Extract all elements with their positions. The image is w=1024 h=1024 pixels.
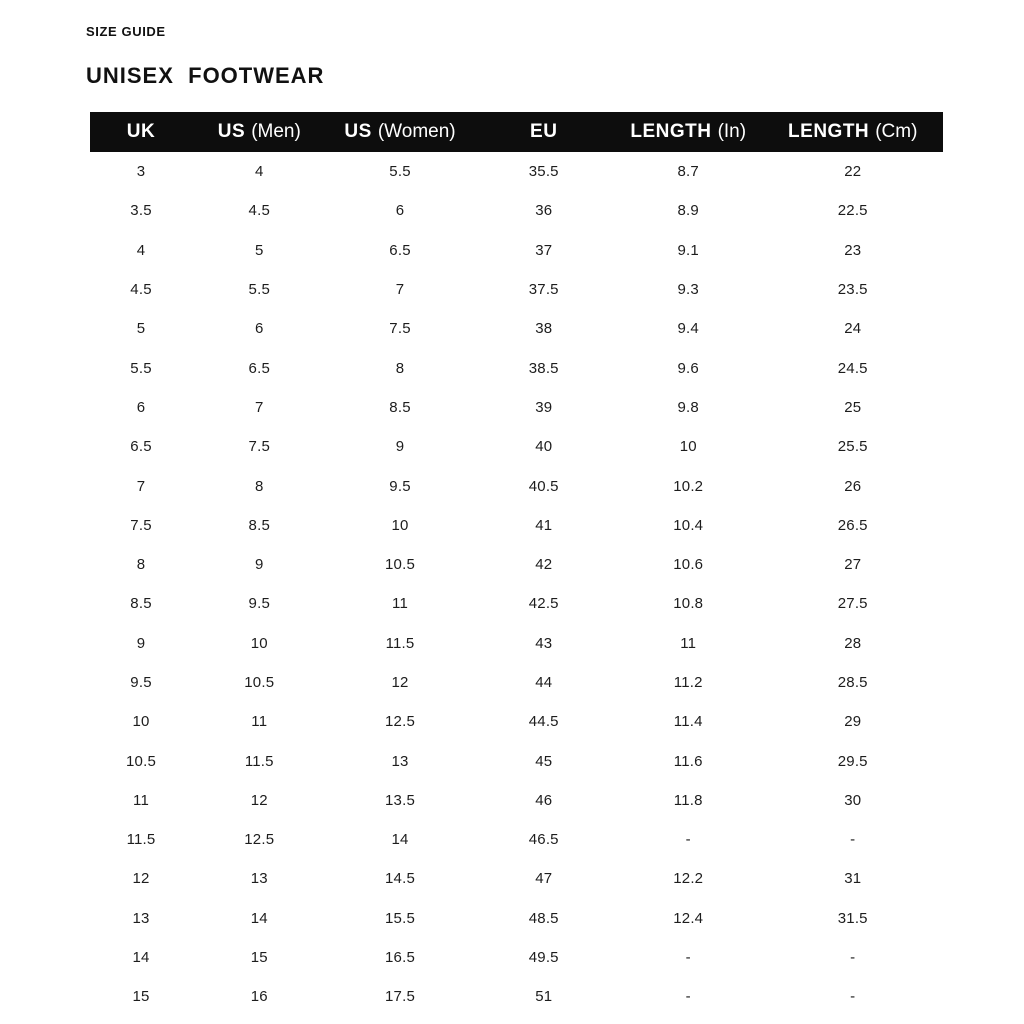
table-cell: 43 — [535, 634, 553, 652]
table-cell: 29 — [844, 713, 862, 731]
table-cell: 9.4 — [677, 320, 699, 338]
table-cell: 48.5 — [528, 909, 559, 927]
table-cell: 31.5 — [837, 909, 868, 927]
table-cell: 12.5 — [385, 713, 416, 731]
table-cell: 9.5 — [248, 595, 270, 613]
table-cell: 11.5 — [385, 634, 415, 652]
table-cell: 22 — [844, 163, 862, 181]
table-row — [90, 506, 943, 545]
table-row — [90, 781, 943, 820]
table-row — [90, 859, 943, 898]
table-cell: 9 — [136, 634, 146, 652]
table-cell: 13 — [250, 870, 268, 888]
table-row — [90, 702, 943, 741]
table-cell: 5.5 — [130, 359, 152, 377]
table-cell: 3.5 — [130, 202, 152, 220]
table-cell: 16.5 — [385, 949, 416, 967]
table-cell: 9.1 — [677, 241, 699, 259]
table-cell: 9.3 — [677, 281, 699, 299]
table-cell: 42 — [535, 556, 553, 574]
table-cell: 6 — [395, 202, 405, 220]
table-cell: 11.8 — [673, 791, 703, 809]
table-cell: 25 — [844, 398, 862, 416]
table-cell: 7 — [136, 477, 146, 495]
size-guide-label: SIZE GUIDE — [86, 24, 166, 39]
table-cell: 10.8 — [673, 595, 704, 613]
table-cell: 27.5 — [837, 595, 868, 613]
table-cell: 11.2 — [673, 674, 703, 691]
table-cell: 40.5 — [528, 477, 559, 495]
table-cell: 5 — [136, 320, 146, 338]
table-cell: 15.5 — [385, 909, 416, 927]
table-cell: 12 — [391, 674, 409, 691]
table-cell: 45 — [535, 752, 553, 770]
table-cell: 10 — [250, 634, 268, 652]
table-cell: 49.5 — [528, 949, 559, 967]
table-cell: 47 — [535, 870, 553, 888]
table-cell: 8.5 — [130, 595, 152, 613]
table-cell: 4.5 — [248, 202, 270, 220]
table-cell: - — [850, 988, 856, 1006]
table-cell: 10 — [132, 713, 150, 731]
table-cell: 11.4 — [673, 713, 703, 731]
table-cell: 29.5 — [837, 752, 868, 770]
table-row — [90, 270, 943, 309]
table-cell: 3 — [136, 163, 146, 181]
column-header-unit: (Women) — [377, 121, 456, 142]
size-table — [90, 112, 943, 1017]
column-header-unit: (Cm) — [875, 121, 918, 142]
table-cell: 40 — [535, 438, 553, 456]
table-cell: - — [850, 831, 856, 849]
table-cell: 6 — [255, 320, 264, 338]
table-cell: 38 — [535, 320, 553, 338]
table-cell: 7 — [255, 398, 264, 416]
table-cell: 10.2 — [673, 477, 704, 495]
table-cell: 7.5 — [389, 320, 411, 338]
table-cell: 51 — [535, 988, 553, 1006]
table-cell: 5 — [255, 241, 264, 259]
column-header-length-in — [614, 112, 763, 152]
table-row — [90, 231, 943, 270]
table-cell: 9.8 — [677, 398, 699, 416]
table-cell: 11 — [133, 791, 149, 809]
table-cell: 14 — [250, 909, 268, 927]
table-cell: 4.5 — [130, 281, 152, 299]
table-cell: 26.5 — [837, 516, 868, 534]
column-header-label: LENGTH — [630, 121, 712, 142]
table-cell: 12.4 — [673, 909, 704, 927]
table-cell: 41 — [535, 516, 553, 534]
table-cell: 11.5 — [126, 831, 156, 849]
table-cell: 4 — [255, 163, 264, 181]
table-cell: 11 — [392, 595, 408, 613]
table-cell: 8 — [255, 477, 264, 495]
table-cell: 4 — [136, 241, 146, 259]
column-header-label: EU — [530, 121, 558, 142]
table-row — [90, 388, 943, 427]
table-cell: 7.5 — [248, 438, 270, 456]
table-cell: 44 — [535, 674, 553, 691]
table-cell: 14 — [391, 831, 409, 849]
table-cell: 12 — [132, 870, 150, 888]
table-cell: 6.5 — [389, 241, 411, 259]
table-cell: 28.5 — [837, 674, 868, 691]
table-cell: - — [685, 831, 691, 849]
table-cell: 24.5 — [837, 359, 868, 377]
table-cell: 9.6 — [677, 359, 699, 377]
table-row — [90, 466, 943, 505]
table-cell: 42.5 — [528, 595, 559, 613]
table-cell: 9 — [395, 438, 405, 456]
table-row — [90, 820, 943, 859]
table-cell: 7.5 — [130, 516, 152, 534]
table-row — [90, 977, 943, 1016]
table-cell: 36 — [535, 202, 553, 220]
table-cell: 8.7 — [677, 163, 699, 181]
table-cell: 5.5 — [389, 163, 411, 181]
table-cell: 15 — [250, 949, 268, 967]
column-header-unit: (In) — [717, 121, 747, 142]
column-header-label: US — [344, 121, 372, 142]
table-cell: 6.5 — [130, 438, 152, 456]
table-cell: - — [685, 988, 691, 1006]
table-cell: 11 — [680, 634, 697, 652]
table-cell: 13.5 — [385, 791, 416, 809]
table-row — [90, 899, 943, 938]
table-cell: 11.5 — [244, 752, 274, 770]
table-cell: 6.5 — [248, 359, 270, 377]
table-row — [90, 584, 943, 623]
table-cell: 37.5 — [528, 281, 559, 299]
table-cell: 38.5 — [528, 359, 559, 377]
table-cell: 7 — [395, 281, 405, 299]
table-cell: 24 — [844, 320, 862, 338]
column-header-label: UK — [126, 121, 156, 142]
table-cell: 10.6 — [673, 556, 704, 574]
table-cell: 9 — [255, 556, 264, 574]
table-cell: 23.5 — [837, 281, 868, 299]
table-cell: 8 — [136, 556, 146, 574]
table-cell: 16 — [250, 988, 268, 1006]
column-header-us-women — [327, 112, 474, 152]
table-cell: 11 — [251, 713, 268, 731]
table-cell: 14.5 — [385, 870, 416, 888]
column-header-us-men — [192, 112, 327, 152]
table-cell: 30 — [844, 791, 862, 809]
table-cell: 13 — [391, 752, 409, 770]
table-cell: 27 — [844, 556, 862, 574]
column-header-label: LENGTH — [788, 121, 870, 142]
table-cell: 12.2 — [673, 870, 704, 888]
table-cell: 8.9 — [677, 202, 699, 220]
table-cell: 6 — [136, 398, 146, 416]
table-cell: 11.6 — [673, 752, 703, 770]
table-row — [90, 624, 943, 663]
table-cell: 46.5 — [528, 831, 559, 849]
table-cell: 25.5 — [837, 438, 868, 456]
table-cell: 8.5 — [248, 516, 270, 534]
column-header-label: US — [217, 121, 246, 142]
table-cell: 14 — [132, 949, 150, 967]
table-cell: 8.5 — [389, 398, 411, 416]
table-cell: 13 — [132, 909, 150, 927]
table-cell: 35.5 — [528, 163, 559, 181]
table-row — [90, 663, 943, 702]
table-cell: 9.5 — [130, 674, 152, 691]
table-cell: 37 — [535, 241, 553, 259]
table-cell: 31 — [844, 870, 862, 888]
table-cell: 12 — [250, 791, 268, 809]
table-row — [90, 938, 943, 977]
table-body — [90, 152, 943, 1017]
table-cell: 26 — [844, 477, 862, 495]
table-cell: 9.5 — [389, 477, 411, 495]
table-cell: 8 — [395, 359, 405, 377]
table-cell: 46 — [535, 791, 553, 809]
table-cell: 10 — [679, 438, 697, 456]
page-title: UNISEX FOOTWEAR — [86, 63, 325, 88]
table-cell: 10.5 — [244, 674, 275, 691]
table-row — [90, 191, 943, 230]
table-cell: 10.5 — [126, 752, 156, 770]
table-header-row — [90, 112, 943, 152]
table-row — [90, 545, 943, 584]
column-header-uk — [90, 112, 192, 152]
table-row — [90, 309, 943, 348]
table-row — [90, 152, 943, 191]
table-row — [90, 427, 943, 466]
table-cell: - — [850, 949, 856, 967]
table-cell: 15 — [132, 988, 150, 1006]
table-cell: 22.5 — [837, 202, 868, 220]
table-cell: 39 — [535, 398, 553, 416]
table-cell: 12.5 — [244, 831, 275, 849]
table-cell: 23 — [844, 241, 862, 259]
table-row — [90, 348, 943, 387]
table-cell: 44.5 — [528, 713, 559, 731]
table-cell: 10.4 — [673, 516, 704, 534]
column-header-length-cm — [762, 112, 943, 152]
table-cell: 5.5 — [248, 281, 270, 299]
table-row — [90, 741, 943, 780]
table-cell: 28 — [844, 634, 862, 652]
table-cell: 17.5 — [385, 988, 416, 1006]
table-cell: - — [685, 949, 691, 967]
column-header-eu — [474, 112, 614, 152]
table-cell: 10 — [391, 516, 409, 534]
table-cell: 10.5 — [385, 556, 416, 574]
column-header-unit: (Men) — [251, 121, 301, 142]
